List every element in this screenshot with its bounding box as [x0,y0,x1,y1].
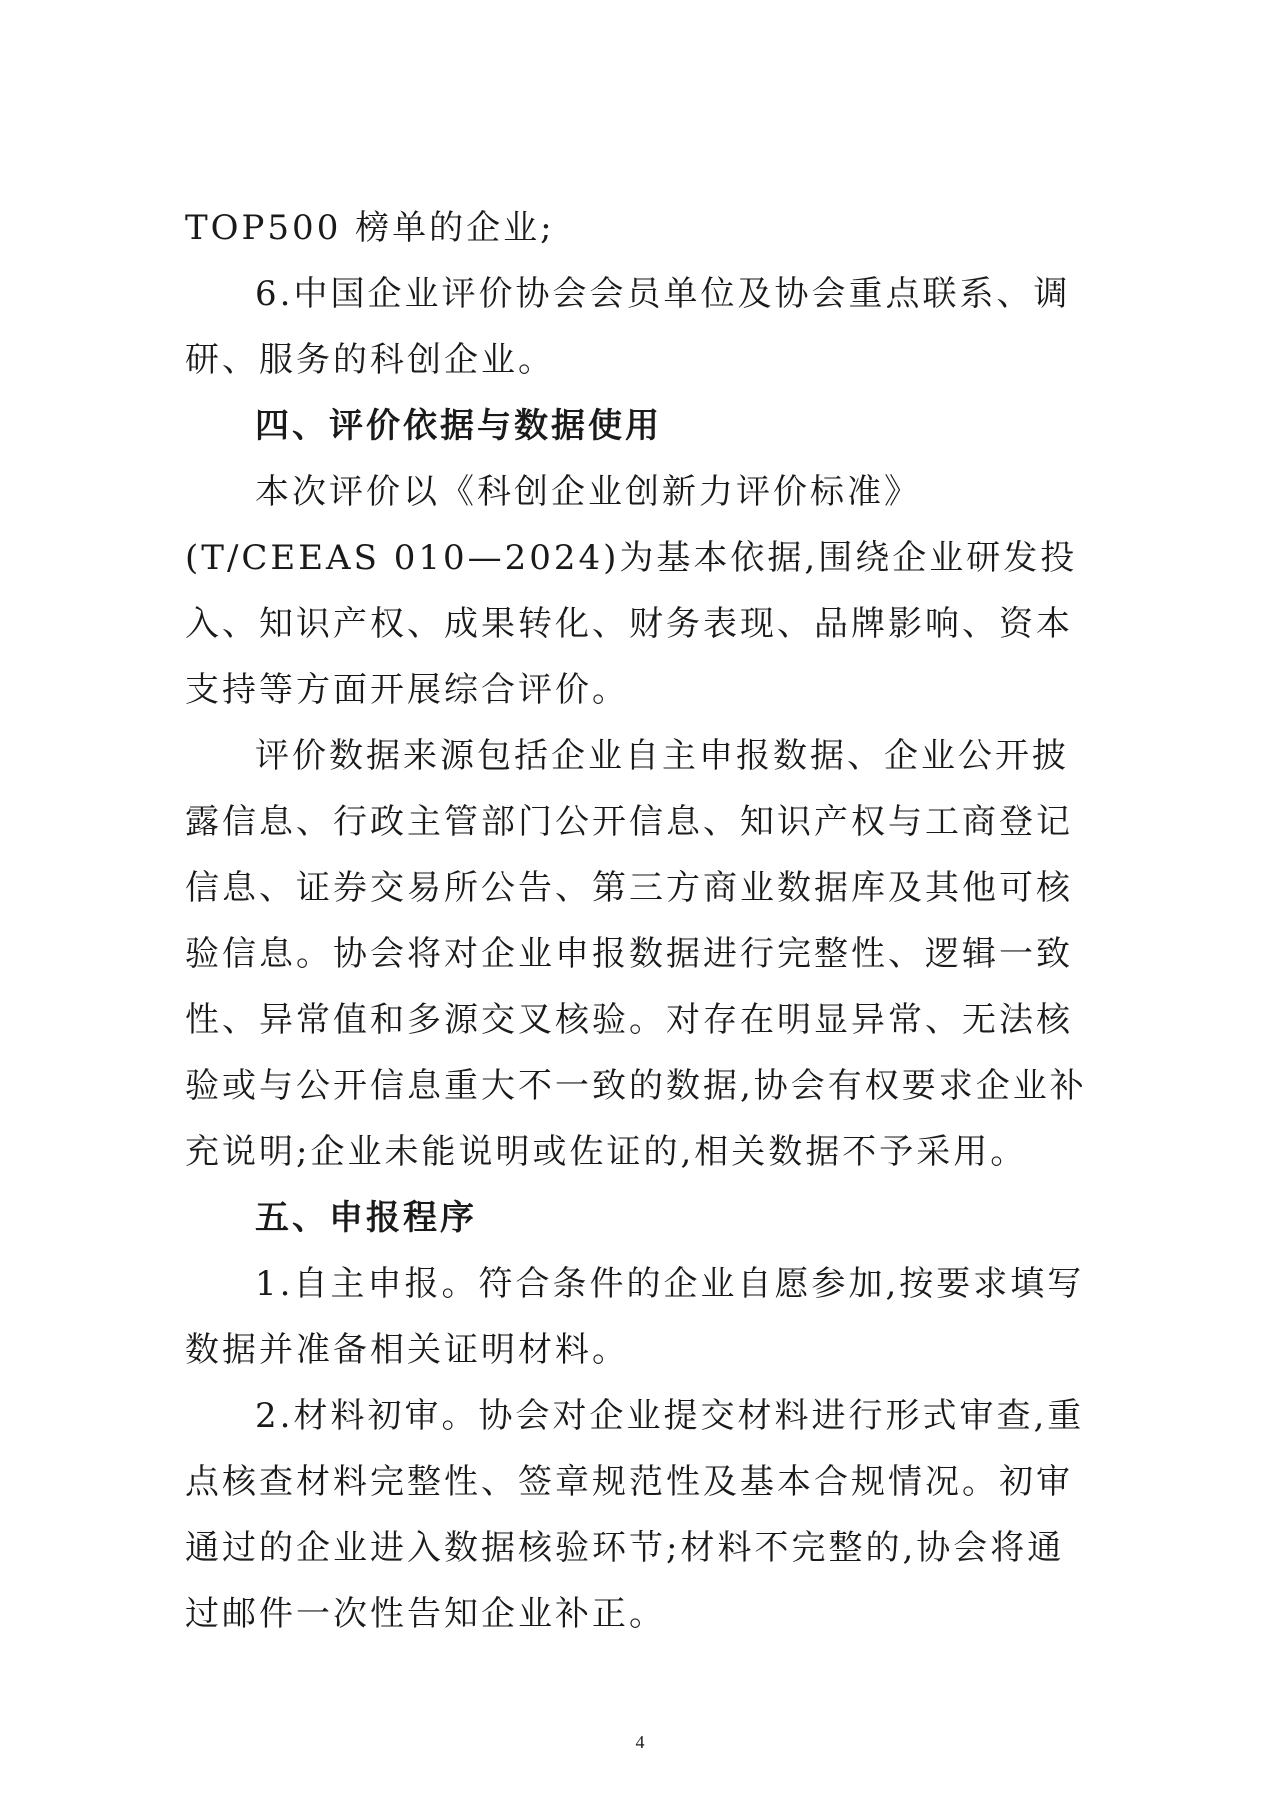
section-4-heading: 四、评价依据与数据使用 [255,406,662,446]
intro-line: TOP500 榜单的企业; [185,208,555,248]
page-number: 4 [635,1732,645,1752]
section-4-paragraph-2: 评价数据来源包括企业自主申报数据、企业公开披露信息、行政主管部门公开信息、知识产权与工商登记信息、证券交易所公告、第三方商业数据库及其他可核验信息。协会将对企业申报数据进行完整性、逻辑一致性、异常值和多源交叉核验。对存在明显异常、无法核验或与公开信息重大不一致的数据,协会有权要求企业补充说明;企业未能说明或佐证的,相关数据不予采用。 [185,736,1087,1172]
section-4-paragraph-1: 本次评价以《科创企业创新力评价标准》(T/CEEAS 010—2024)为基本依据,围绕企业研发投入、知识产权、成果转化、财务表现、品牌影响、资本支持等方面开展综合评价。 [185,472,1078,710]
section-5-item-2: 2.材料初审。协会对企业提交材料进行形式审查,重点核查材料完整性、签章规范性及基本合规情况。初审通过的企业进入数据核验环节;材料不完整的,协会将通过邮件一次性告知企业补正。 [185,1396,1085,1634]
list-item-6: 6.中国企业评价协会会员单位及协会重点联系、调研、服务的科创企业。 [185,274,1071,380]
document-body [185,195,1099,1647]
section-5-heading: 五、申报程序 [255,1198,477,1238]
section-5-item-1: 1.自主申报。符合条件的企业自愿参加,按要求填写数据并准备相关证明材料。 [185,1264,1085,1370]
